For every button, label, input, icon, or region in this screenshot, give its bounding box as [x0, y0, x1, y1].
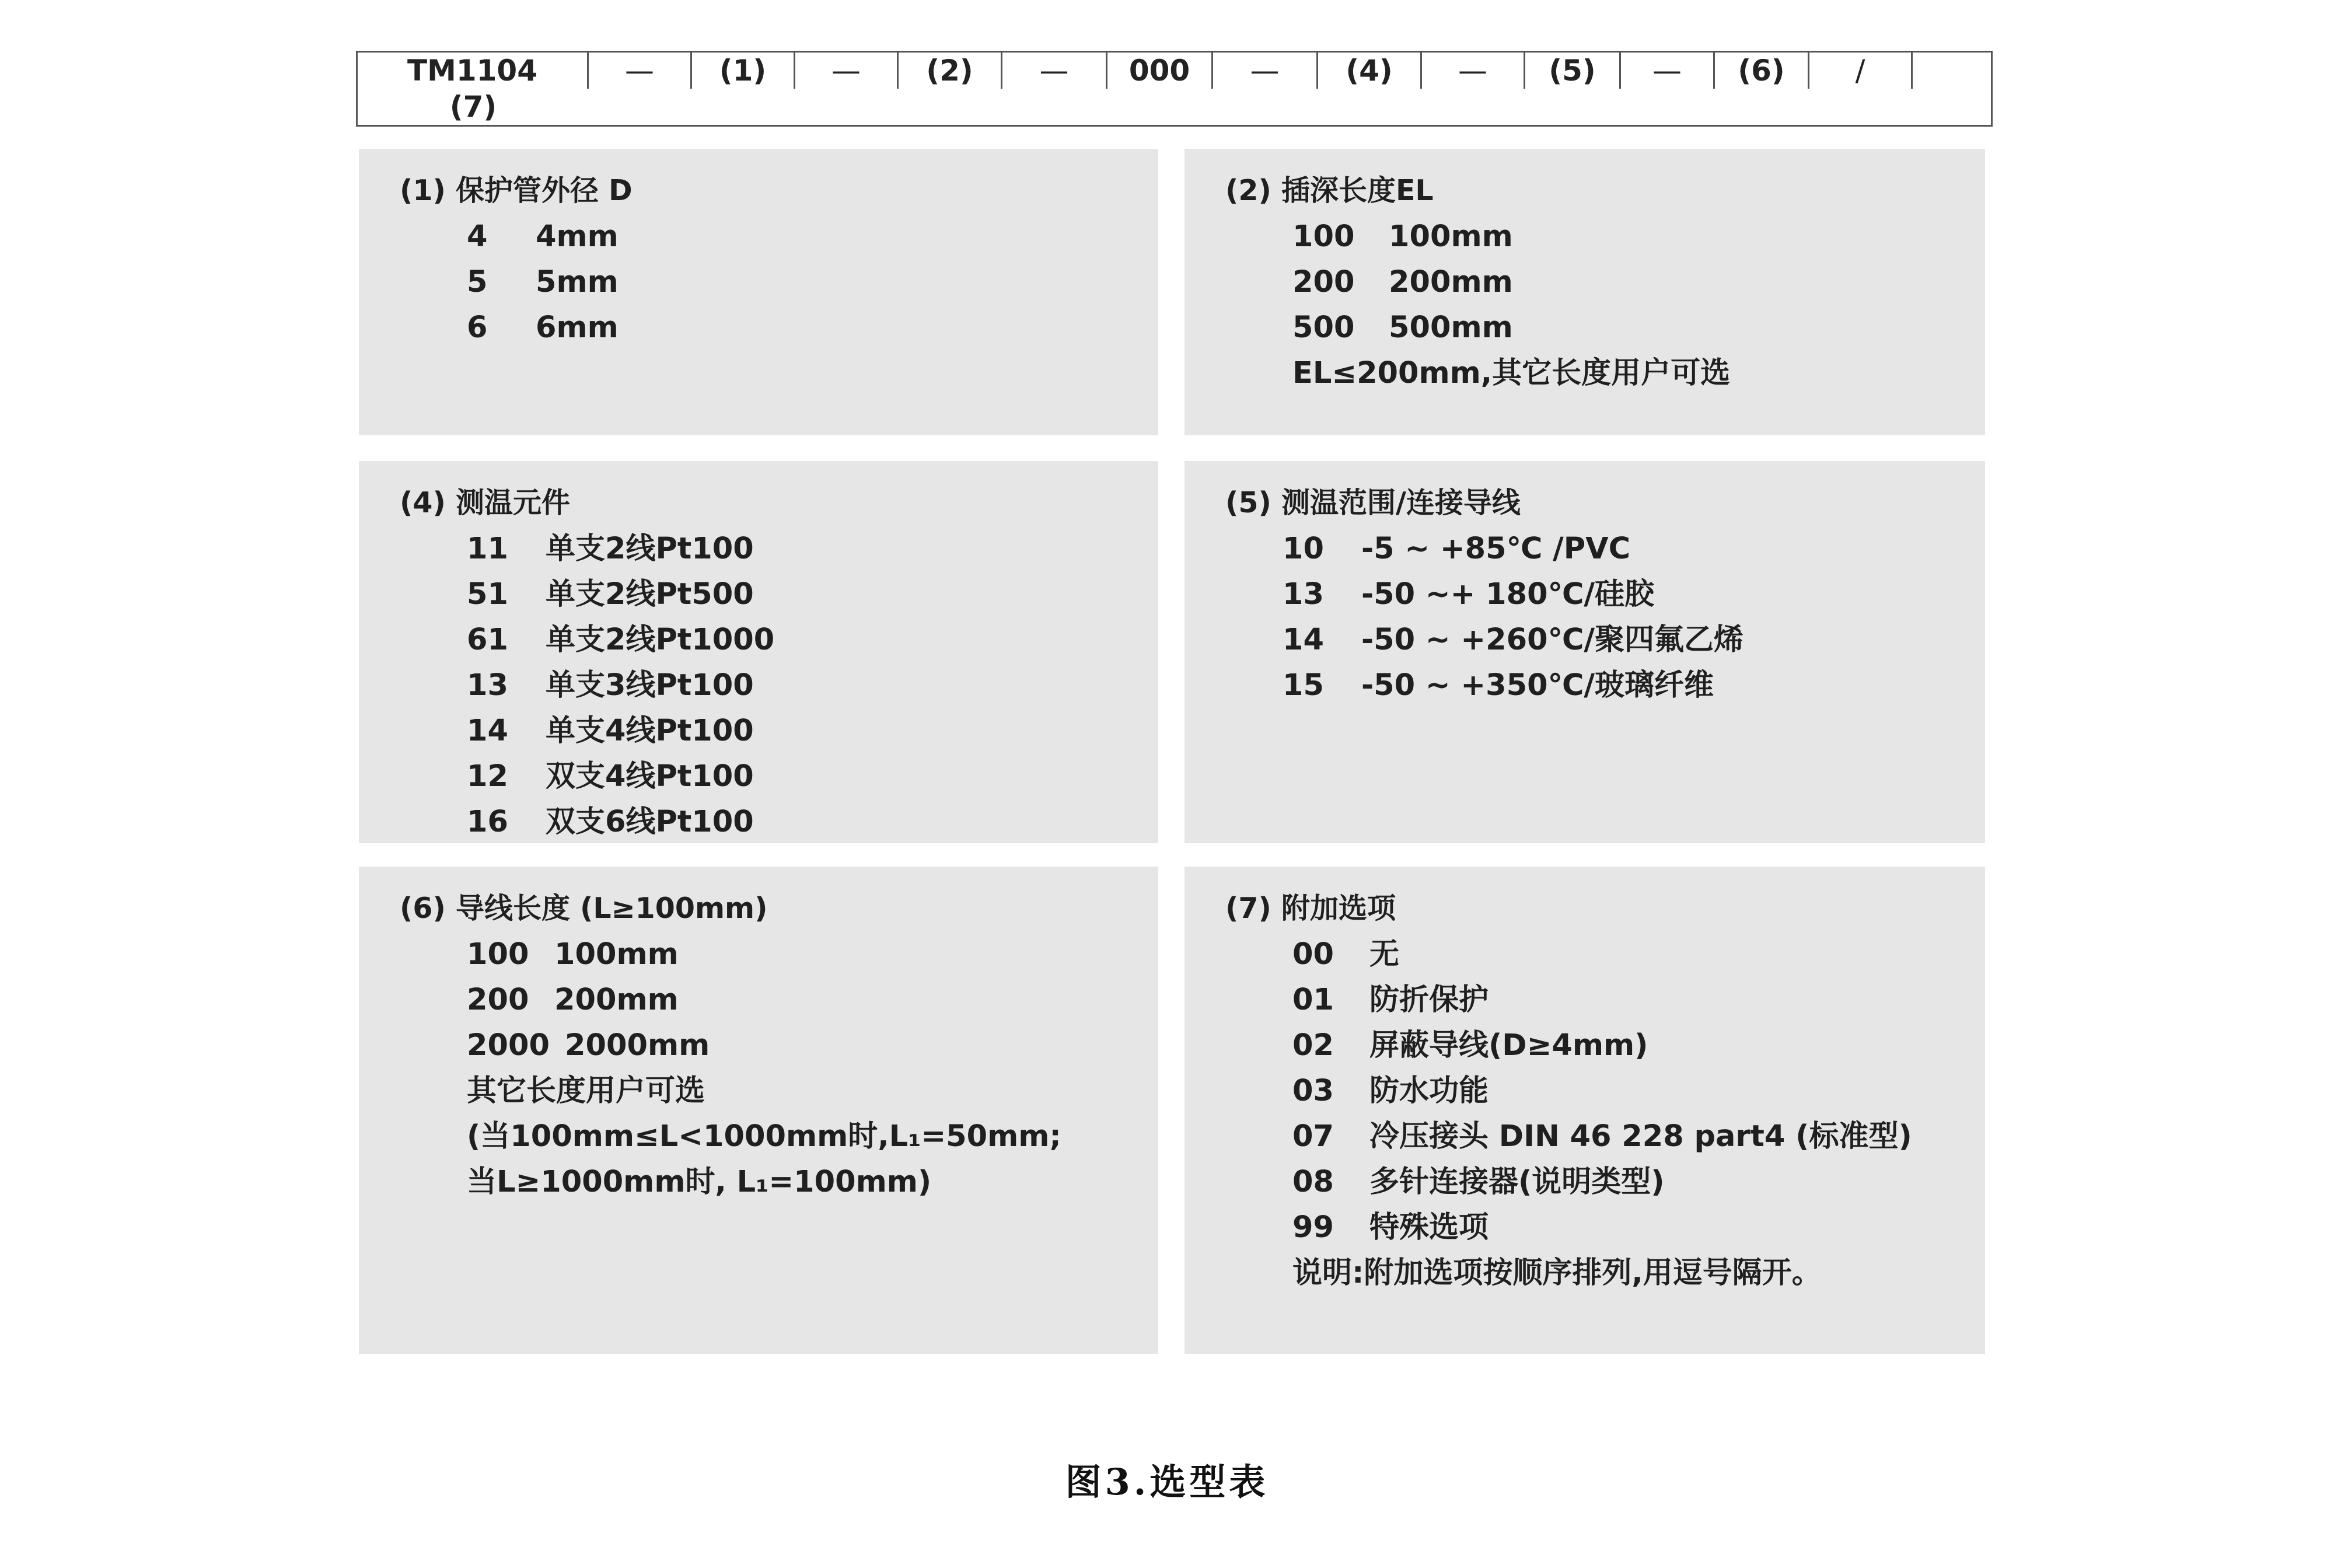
list-item: [1292, 1205, 1985, 1251]
item-code: 00: [1292, 937, 1334, 972]
item-code: 100: [467, 937, 529, 972]
item-desc: 特殊选项: [1369, 1210, 1489, 1245]
list-item: [1283, 617, 1985, 663]
item-code: 51: [467, 577, 508, 612]
option-note: 说明:附加选项按顺序排列,用逗号隔开。: [1292, 1256, 1822, 1290]
code-cell-option-2: (2): [899, 53, 1002, 89]
item-code: 03: [1292, 1074, 1334, 1108]
code-cell-option-1: (1): [692, 53, 795, 89]
item-code: 99: [1292, 1210, 1334, 1245]
item-desc: 4mm: [536, 219, 619, 254]
item-desc: 6mm: [536, 310, 619, 345]
list-item: [1292, 1160, 1985, 1205]
code-cell-separator: —: [795, 53, 899, 89]
item-desc: 5mm: [536, 265, 619, 299]
code-cell-separator: —: [1621, 53, 1715, 89]
code-cell-separator: —: [589, 53, 692, 89]
code-cell-separator: —: [1213, 53, 1318, 89]
list-item: [1292, 1114, 1985, 1160]
list-item: [467, 708, 1158, 754]
item-desc: 防折保护: [1369, 983, 1489, 1017]
option-box-outer-diameter: [359, 149, 1158, 435]
option-box-sensing-element: [359, 461, 1158, 843]
list-item: [467, 572, 1158, 617]
item-code: 10: [1283, 532, 1324, 566]
item-desc: -50 ~+ 180℃/硅胶: [1361, 577, 1654, 612]
option-box-title: (5) 测温范围/连接导线: [1225, 486, 1521, 519]
list-item: [1292, 305, 1985, 351]
item-desc: 100mm: [1389, 219, 1513, 254]
list-item: [467, 754, 1158, 799]
item-code: 14: [467, 714, 508, 748]
list-item: [1292, 1023, 1985, 1068]
item-code: 14: [1283, 623, 1324, 657]
list-item: [467, 932, 1158, 977]
item-code: 200: [467, 983, 529, 1017]
code-cell-option-5: (5): [1525, 53, 1621, 89]
item-code: 16: [467, 805, 508, 839]
item-code: 4: [467, 219, 488, 254]
item-code: 200: [1292, 265, 1355, 299]
option-note: 其它长度用户可选: [467, 1074, 705, 1108]
item-desc: 单支2线Pt1000: [546, 623, 775, 657]
option-box-lead-length: [359, 867, 1158, 1354]
item-code: 61: [467, 623, 508, 657]
code-cell-fixed-000: 000: [1107, 53, 1213, 89]
list-item: [467, 1023, 1158, 1068]
code-cell-model: TM1104: [358, 53, 589, 89]
item-code: 15: [1283, 668, 1324, 703]
item-code: 2000: [467, 1028, 550, 1063]
list-item: [1292, 260, 1985, 305]
list-item: [1283, 526, 1985, 572]
item-desc: 无: [1369, 937, 1400, 972]
option-note: 当L≥1000mm时, L₁=100mm): [467, 1165, 932, 1199]
code-cell-option-6: (6): [1715, 53, 1809, 89]
list-item: [467, 214, 1158, 260]
item-desc: 单支3线Pt100: [546, 668, 754, 703]
option-box-title: (6) 导线长度 (L≥100mm): [400, 892, 768, 925]
list-item: [1292, 932, 1985, 977]
code-cell-separator: —: [1002, 53, 1107, 89]
item-desc: 多针连接器(说明类型): [1369, 1165, 1665, 1199]
item-desc: 单支2线Pt100: [546, 532, 754, 566]
item-code: 07: [1292, 1119, 1334, 1154]
item-desc: -5 ~ +85℃ /PVC: [1361, 532, 1631, 566]
list-item: [1292, 977, 1985, 1023]
option-box-title: (2) 插深长度EL: [1225, 174, 1434, 207]
model-code-row: [356, 51, 1993, 127]
item-desc: 2000mm: [565, 1028, 710, 1063]
list-item: [1283, 663, 1985, 708]
figure-caption: 图3.选型表: [1065, 1461, 1269, 1503]
list-item: [1283, 572, 1985, 617]
item-desc: 双支4线Pt100: [546, 759, 754, 794]
option-box-temperature-range: [1185, 461, 1985, 843]
code-cell-separator: —: [1422, 53, 1525, 89]
item-desc: -50 ~ +260℃/聚四氟乙烯: [1361, 623, 1743, 657]
item-desc: 防水功能: [1369, 1074, 1489, 1108]
code-cell-slash: /: [1809, 53, 1913, 89]
item-code: 5: [467, 265, 488, 299]
item-desc: 200mm: [554, 983, 679, 1017]
item-code: 12: [467, 759, 508, 794]
item-code: 100: [1292, 219, 1355, 254]
option-box-title: (4) 测温元件: [400, 486, 570, 519]
item-desc: 屏蔽导线(D≥4mm): [1369, 1028, 1648, 1063]
item-desc: 500mm: [1389, 310, 1513, 345]
item-desc: 单支4线Pt100: [546, 714, 754, 748]
option-box-title: (1) 保护管外径 D: [400, 174, 633, 207]
list-item: [467, 260, 1158, 305]
code-cell-option-4: (4): [1318, 53, 1422, 89]
list-item: [467, 617, 1158, 663]
list-item: [1292, 1068, 1985, 1114]
list-item: [467, 799, 1158, 845]
item-desc: 冷压接头 DIN 46 228 part4 (标准型): [1369, 1119, 1912, 1154]
option-box-additional-options: [1185, 867, 1985, 1354]
item-desc: -50 ~ +350℃/玻璃纤维: [1361, 668, 1714, 703]
item-code: 13: [467, 668, 508, 703]
list-item: [467, 305, 1158, 351]
item-code: 6: [467, 310, 488, 345]
code-cell-option-7: (7): [449, 90, 497, 124]
item-code: 11: [467, 532, 508, 566]
list-item: [467, 977, 1158, 1023]
option-box-insertion-length: [1185, 149, 1985, 435]
item-desc: 单支2线Pt500: [546, 577, 754, 612]
option-note: (当100mm≤L<1000mm时,L₁=50mm;: [467, 1119, 1061, 1154]
item-code: 13: [1283, 577, 1324, 612]
item-desc: 200mm: [1389, 265, 1513, 299]
item-code: 02: [1292, 1028, 1334, 1063]
option-note: EL≤200mm,其它长度用户可选: [1292, 356, 1731, 390]
item-code: 01: [1292, 983, 1334, 1017]
item-desc: 双支6线Pt100: [546, 805, 754, 839]
list-item: [1292, 214, 1985, 260]
option-box-title: (7) 附加选项: [1225, 892, 1396, 925]
item-desc: 100mm: [554, 937, 679, 972]
list-item: [467, 526, 1158, 572]
list-item: [467, 663, 1158, 708]
item-code: 500: [1292, 310, 1355, 345]
item-code: 08: [1292, 1165, 1334, 1199]
